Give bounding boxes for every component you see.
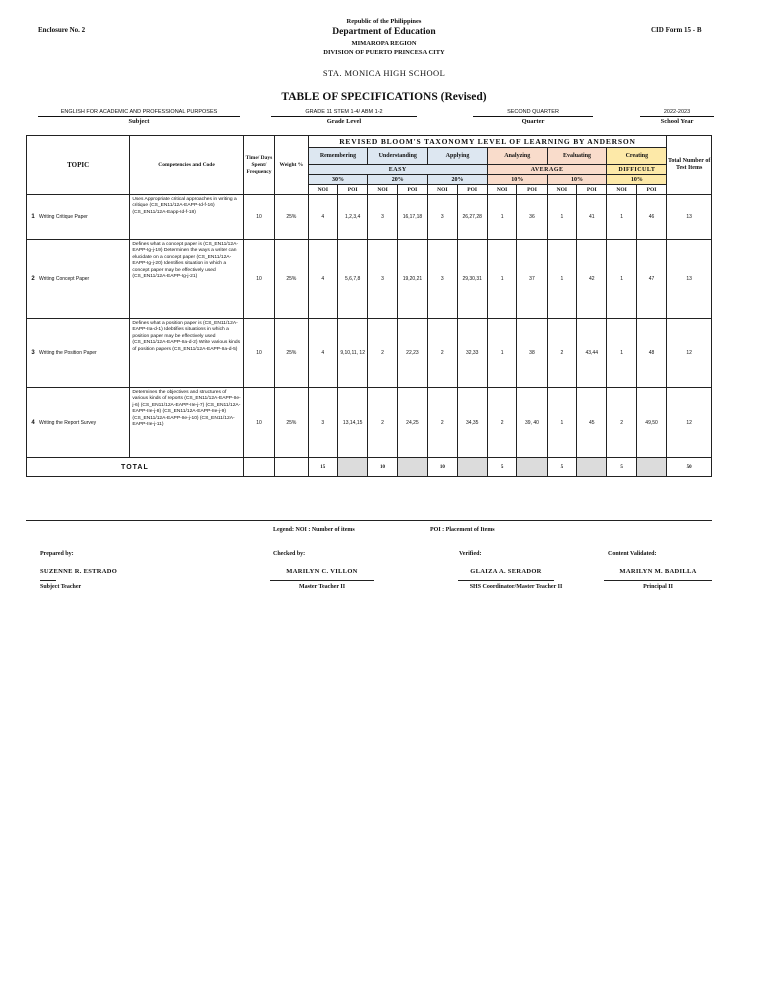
row-app-noi: 3 <box>428 240 457 319</box>
department-name: Department of Education <box>332 27 436 37</box>
row-app-poi: 32,33 <box>457 319 487 388</box>
total-evaluating: 5 <box>547 458 576 477</box>
verified-label: Verified: <box>459 551 482 557</box>
sub-noi: NOI <box>547 185 576 195</box>
year-label: School Year <box>660 118 694 125</box>
row-und-noi: 3 <box>368 240 397 319</box>
row-rem-poi: 9,10,11, 12 <box>337 319 367 388</box>
row-topic: Writing the Report Survey <box>39 419 97 426</box>
row-ana-poi: 36 <box>517 195 547 240</box>
table-row <box>27 388 712 458</box>
row-rem-poi: 5,6,7,8 <box>337 240 367 319</box>
specifications-table <box>26 135 712 477</box>
sub-poi: POI <box>517 185 547 195</box>
level-analyzing: Analyzing <box>487 148 547 165</box>
region-name: MIMAROPA REGION <box>351 40 417 47</box>
row-ana-noi: 1 <box>487 195 516 240</box>
row-weight: 25% <box>275 319 308 388</box>
checked-label: Checked by: <box>273 551 306 557</box>
percent-understanding: 20% <box>368 175 428 185</box>
row-number: 1 <box>31 214 35 220</box>
sub-poi: POI <box>577 185 607 195</box>
grade-line <box>271 116 417 117</box>
row-topic: Writing the Position Paper <box>39 350 97 356</box>
total-label: TOTAL <box>27 458 244 477</box>
total-remembering: 15 <box>308 458 337 477</box>
row-total: 12 <box>667 388 712 458</box>
row-ana-poi: 38 <box>517 319 547 388</box>
row-eva-noi: 1 <box>547 195 576 240</box>
group-average: AVERAGE <box>487 165 607 175</box>
subject-line <box>38 116 240 117</box>
row-eva-poi: 41 <box>577 195 607 240</box>
row-eva-noi: 1 <box>547 388 576 458</box>
sub-poi: POI <box>397 185 427 195</box>
year-line <box>640 116 714 117</box>
row-rem-noi: 4 <box>308 240 337 319</box>
row-cre-poi: 47 <box>636 240 667 319</box>
row-app-poi: 34,35 <box>457 388 487 458</box>
percent-creating: 10% <box>607 175 667 185</box>
row-eva-poi: 42 <box>577 240 607 319</box>
quarter-label: Quarter <box>521 118 545 125</box>
percent-remembering: 30% <box>308 175 368 185</box>
sub-noi: NOI <box>607 185 636 195</box>
subject-label: Subject <box>128 118 150 125</box>
group-easy: EASY <box>308 165 487 175</box>
weight-header: Weight % <box>275 136 308 195</box>
row-competency: Defines what a position paper is (CS_EN11/12A-EAPP-IIa-d-1) Idebtifies situations in which a position paper may be effectively used (CS_EN11/12A-EAPP-IIa-d-2) Write various kinds of position papers (CS_EN11/12A-EAPP-IIa-d-5) <box>130 319 243 388</box>
row-app-noi: 2 <box>428 319 457 388</box>
sub-noi: NOI <box>428 185 457 195</box>
grade-label: Grade Level <box>326 118 362 125</box>
blooms-title: REVISED BLOOM'S TAXONOMY LEVEL OF LEARNING BY ANDERSON <box>308 136 667 148</box>
row-time: 10 <box>243 319 274 388</box>
row-app-poi: 29,30,31 <box>457 240 487 319</box>
prepared-name: SUZENNE R. ESTRADO <box>40 568 118 575</box>
table-row <box>27 195 712 240</box>
grade-value: GRADE 11 STEM 1-4/ ABM 1-2 <box>305 109 383 115</box>
subject-value: ENGLISH FOR ACADEMIC AND PROFESSIONAL PURPOSES <box>60 109 218 115</box>
total-time-empty <box>243 458 274 477</box>
row-competency: Determines the objectives and structures of various kinds of reports (CS_EN11/12A-EAPP-IIe-j-6) (CS_EN11/12A-EAPP-IIe-j-7) (CS_EN11/12A-EAPP-IIe-j-8) (CS_EN11/12A-EAPP-IIe-j-9) (CS_EN11/12A-EAPP-IIe-j-10) (CS_EN11/12A-EAPP-IIe-j-11) <box>130 388 243 458</box>
level-remembering: Remembering <box>308 148 368 165</box>
total-applying: 10 <box>428 458 457 477</box>
percent-applying: 20% <box>428 175 488 185</box>
prepared-line <box>40 580 56 581</box>
total-analyzing: 5 <box>487 458 516 477</box>
enclosure-label: Enclosure No. 2 <box>38 26 86 34</box>
republic-line: Republic of the Philippines <box>346 18 422 25</box>
row-total: 12 <box>667 319 712 388</box>
total-shade <box>397 458 427 477</box>
row-eva-poi: 43,44 <box>577 319 607 388</box>
level-applying: Applying <box>428 148 488 165</box>
form-code: CID Form 15 - B <box>651 26 702 34</box>
percent-evaluating: 10% <box>547 175 607 185</box>
total-creating: 5 <box>607 458 636 477</box>
row-eva-noi: 2 <box>547 319 576 388</box>
row-number: 2 <box>31 276 35 282</box>
row-app-noi: 2 <box>428 388 457 458</box>
row-ana-noi: 1 <box>487 240 516 319</box>
footer-rule <box>26 520 712 521</box>
total-shade <box>577 458 607 477</box>
row-app-noi: 3 <box>428 195 457 240</box>
row-competency: Uses Appropriate critical approaches in writing a critique (CS_EN11/12A-EAPP-Id-f-16) (CS_EN11/12A-Eapp-Id-f-18) <box>130 195 243 240</box>
row-topic: Writing Concept Paper <box>39 276 90 282</box>
table-row <box>27 319 712 388</box>
row-number: 3 <box>31 350 35 356</box>
row-competency: Defines what a concept paper is (CS_EN11/12A-EAPP-Ig-j-19) Determinen the ways a writer can elucidate on a concept paper (CS_EN11/12A-EAPP-Ig-j-20) Identifies situation in which a concept paper may be effectively used (CS_EN11/12A-EAPP-Ig-j-21) <box>130 240 243 319</box>
sub-noi: NOI <box>487 185 516 195</box>
row-number: 4 <box>31 419 35 426</box>
grand-total: 50 <box>667 458 712 477</box>
total-row <box>27 458 712 477</box>
row-cre-noi: 1 <box>607 319 636 388</box>
total-shade <box>337 458 367 477</box>
row-topic: Writing Critique Paper <box>39 214 88 220</box>
row-rem-noi: 4 <box>308 195 337 240</box>
row-und-poi: 16,17,18 <box>397 195 427 240</box>
row-und-poi: 24,25 <box>397 388 427 458</box>
row-rem-noi: 3 <box>308 388 337 458</box>
prepared-label: Prepared by: <box>40 551 74 557</box>
row-total: 13 <box>667 240 712 319</box>
division-name: DIVISION OF PUERTO PRINCESA CITY <box>323 49 445 56</box>
row-cre-poi: 49,50 <box>636 388 667 458</box>
row-total: 13 <box>667 195 712 240</box>
sub-poi: POI <box>337 185 367 195</box>
row-eva-poi: 45 <box>577 388 607 458</box>
validated-label: Content Validated: <box>608 551 657 557</box>
document-title: TABLE OF SPECIFICATIONS (Revised) <box>281 91 487 103</box>
row-und-noi: 2 <box>368 388 397 458</box>
validated-line <box>604 580 712 581</box>
year-value: 2022-2023 <box>663 109 691 115</box>
row-weight: 25% <box>275 240 308 319</box>
total-shade <box>636 458 667 477</box>
legend-noi: Legend: NOI : Number of items <box>273 527 355 533</box>
sub-noi: NOI <box>368 185 397 195</box>
group-difficult: DIFFICULT <box>607 165 667 175</box>
competencies-header: Competencies and Code <box>130 136 243 195</box>
row-eva-noi: 1 <box>547 240 576 319</box>
row-ana-poi: 39, 40 <box>517 388 547 458</box>
verified-line <box>458 580 554 581</box>
row-cre-noi: 2 <box>607 388 636 458</box>
total-shade <box>517 458 547 477</box>
percent-analyzing: 10% <box>487 175 547 185</box>
total-shade <box>457 458 487 477</box>
row-rem-poi: 13,14,15 <box>337 388 367 458</box>
row-und-poi: 19,20,21 <box>397 240 427 319</box>
quarter-line <box>473 116 593 117</box>
row-rem-noi: 4 <box>308 319 337 388</box>
row-cre-poi: 46 <box>636 195 667 240</box>
total-understanding: 10 <box>368 458 397 477</box>
quarter-value: SECOND QUARTER <box>507 109 559 115</box>
level-understanding: Understanding <box>368 148 428 165</box>
verified-position: SHS Coordinator/Master Teacher II <box>469 584 563 590</box>
row-cre-poi: 48 <box>636 319 667 388</box>
row-und-noi: 3 <box>368 195 397 240</box>
sub-poi: POI <box>457 185 487 195</box>
time-header: Time/ Days Spent/ Frequency <box>243 136 274 195</box>
school-name: STA. MONICA HIGH SCHOOL <box>322 68 446 78</box>
row-cre-noi: 1 <box>607 195 636 240</box>
row-weight: 25% <box>275 195 308 240</box>
row-time: 10 <box>243 195 274 240</box>
row-und-noi: 2 <box>368 319 397 388</box>
row-cre-noi: 1 <box>607 240 636 319</box>
row-ana-poi: 37 <box>517 240 547 319</box>
validated-position: Principal II <box>643 584 673 590</box>
checked-position: Master Teacher II <box>298 584 346 590</box>
row-ana-noi: 2 <box>487 388 516 458</box>
row-time: 10 <box>243 240 274 319</box>
level-evaluating: Evaluating <box>547 148 607 165</box>
checked-name: MARILYN C. VILLON <box>286 568 358 575</box>
legend-poi: POI : Placement of Items <box>430 527 495 533</box>
row-rem-poi: 1,2,3,4 <box>337 195 367 240</box>
validated-name: MARILYN M. BADILLA <box>619 568 697 575</box>
prepared-position: Subject Teacher <box>40 584 82 590</box>
checked-line <box>270 580 374 581</box>
level-creating: Creating <box>607 148 667 165</box>
row-ana-noi: 1 <box>487 319 516 388</box>
sub-noi: NOI <box>308 185 337 195</box>
row-app-poi: 26,27,28 <box>457 195 487 240</box>
row-und-poi: 22,23 <box>397 319 427 388</box>
total-weight-empty <box>275 458 308 477</box>
topic-header: TOPIC <box>27 136 130 195</box>
total-items-header: Total Number of Test Items <box>667 136 712 195</box>
row-weight: 25% <box>275 388 308 458</box>
verified-name: GLAIZA A. SERADOR <box>470 568 542 575</box>
sub-poi: POI <box>636 185 667 195</box>
row-time: 10 <box>243 388 274 458</box>
table-row <box>27 240 712 319</box>
